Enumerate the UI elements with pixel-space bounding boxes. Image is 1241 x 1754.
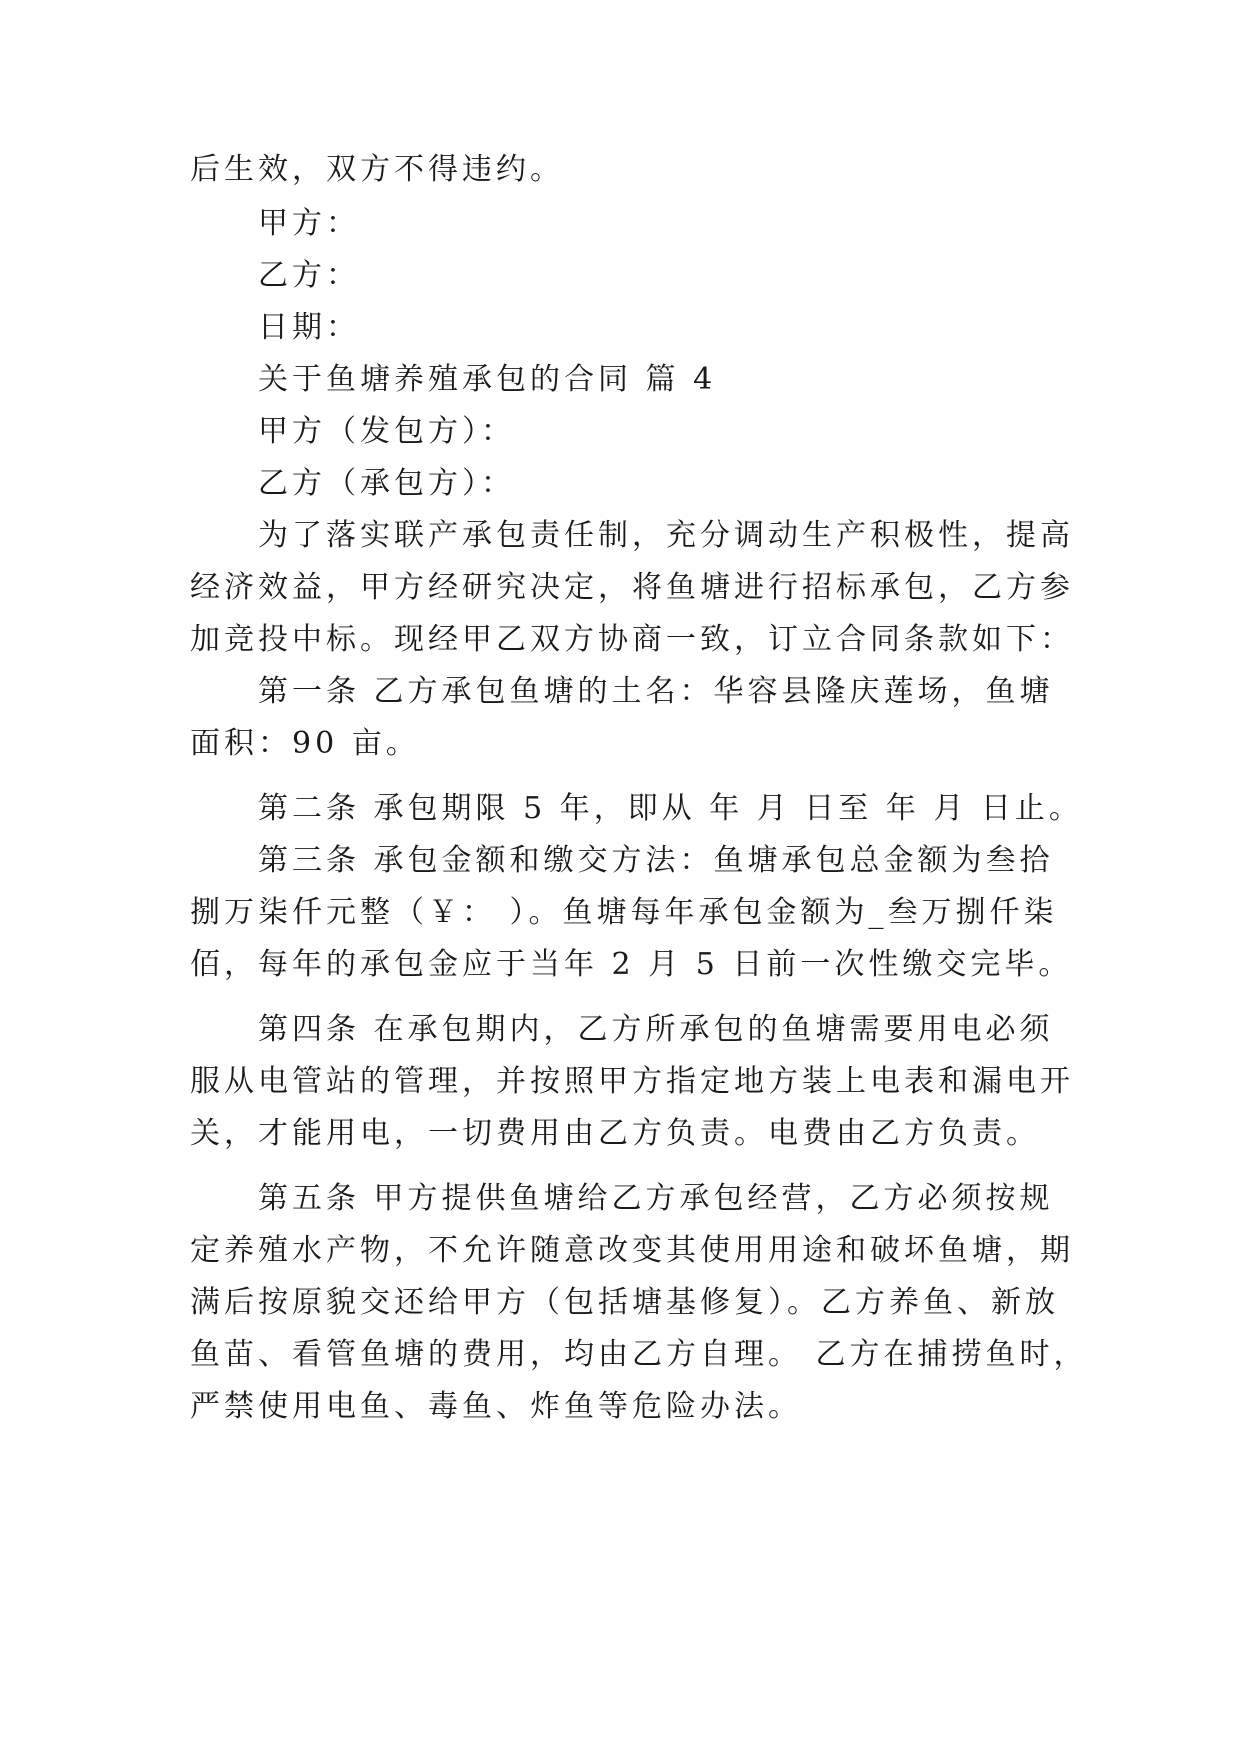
- signature-date: 日期：: [258, 310, 360, 345]
- signature-party-b: 乙方：: [258, 258, 360, 293]
- article-5-line: 第五条 甲方提供鱼塘给乙方承包经营，乙方必须按规: [258, 1181, 1054, 1216]
- article-3-line: 捌万柒仟元整（￥： ）。鱼塘每年承包金额为_叁万捌仟柒: [190, 895, 1058, 930]
- section-title: 关于鱼塘养殖承包的合同 篇 4: [258, 362, 717, 397]
- article-1-line: 面积：90 亩。: [190, 726, 420, 761]
- intro-paragraph-line: 加竞投中标。现经甲乙双方协商一致，订立合同条款如下：: [190, 622, 1074, 657]
- text-line-continuation: 后生效，双方不得违约。: [190, 152, 564, 187]
- intro-paragraph-line: 经济效益，甲方经研究决定，将鱼塘进行招标承包，乙方参: [190, 570, 1074, 605]
- article-4-line: 第四条 在承包期内，乙方所承包的鱼塘需要用电必须: [258, 1012, 1054, 1047]
- article-1-line: 第一条 乙方承包鱼塘的土名：华容县隆庆莲场，鱼塘: [258, 674, 1054, 709]
- article-3-line: 第三条 承包金额和缴交方法：鱼塘承包总金额为叁拾: [258, 843, 1054, 878]
- article-2-line: 第二条 承包期限 5 年，即从 年 月 日至 年 月 日止。: [258, 791, 1083, 826]
- article-4-line: 服从电管站的管理，并按照甲方指定地方装上电表和漏电开: [190, 1064, 1074, 1099]
- article-5-line: 严禁使用电鱼、毒鱼、炸鱼等危险办法。: [190, 1389, 802, 1424]
- article-5-line: 满后按原貌交还给甲方（包括塘基修复）。乙方养鱼、新放: [190, 1285, 1059, 1320]
- signature-party-a: 甲方：: [258, 206, 360, 241]
- party-a-label: 甲方（发包方）：: [258, 414, 515, 449]
- party-b-label: 乙方（承包方）：: [258, 466, 515, 501]
- intro-paragraph-line: 为了落实联产承包责任制，充分调动生产积极性，提高: [258, 518, 1074, 553]
- article-5-line: 鱼苗、看管鱼塘的费用，均由乙方自理。 乙方在捕捞鱼时，: [190, 1337, 1088, 1372]
- article-3-line: 佰，每年的承包金应于当年 2 月 5 日前一次性缴交完毕。: [190, 947, 1073, 982]
- article-5-line: 定养殖水产物，不允许随意改变其使用用途和破坏鱼塘，期: [190, 1233, 1074, 1268]
- article-4-line: 关，才能用电，一切费用由乙方负责。电费由乙方负责。: [190, 1116, 1040, 1151]
